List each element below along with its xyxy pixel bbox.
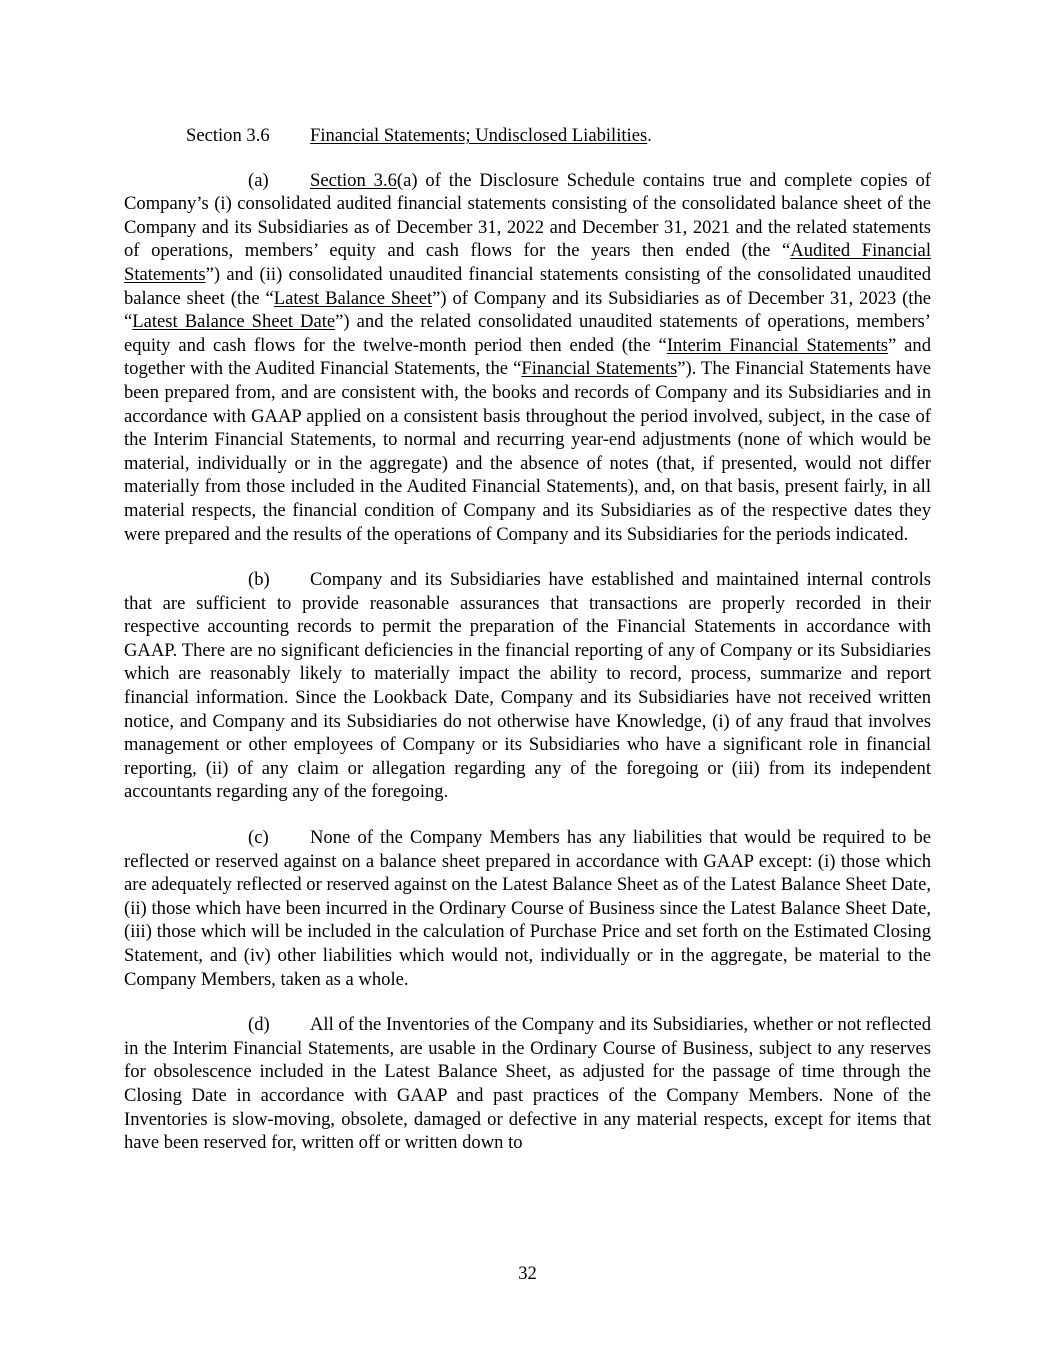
section-title-period: . [647, 125, 652, 146]
section-heading [124, 124, 931, 148]
document-body [124, 124, 931, 1155]
paragraph-d [124, 1013, 931, 1155]
paragraph-b-label: (b) [248, 569, 270, 591]
defined-term-interim-financial-statements: Interim Financial Statements [666, 334, 889, 356]
page-number: 32 [518, 1263, 537, 1284]
section-reference: Section 3.6 [310, 169, 397, 191]
paragraph-a-text-6: ”). The Financial Statements have been prepared from, and are consistent with, the books and records of Company and its Subsidiaries and in accordance with GAAP applied on a consistent basis throughout the period involved, subject, in the case of the Interim Financial Statements, to normal and recurring year-end adjustments (none of which would be material, individually or in the aggregate) and the absence of notes (that, if presented, would not differ materially from those included in the Audited Financial Statements), and, on that basis, present fairly, in all material respects, the financial condition of Company and its Subsidiaries as of the respective dates they were prepared and the results of the operations of Company and its Subsidiaries for the periods indicated. [124, 358, 931, 545]
paragraph-c [124, 826, 931, 991]
section-title: Financial Statements; Undisclosed Liabilities [310, 125, 648, 146]
section-number: Section 3.6 [186, 125, 270, 146]
paragraph-d-label: (d) [248, 1014, 270, 1036]
paragraph-a-text-2: ”) and (ii) consolidated unaudited financial statements consisting of the consolidated unaudited balance sheet (the “ [124, 263, 931, 309]
paragraph-a-text-4: ”) and the related consolidated unaudited statements of operations, members’ equity and cash flows for the twelve-month period then ended (the “ [124, 311, 931, 356]
paragraph-b-text: Company and its Subsidiaries have established and maintained internal controls that are sufficient to provide reasonable assurances that transactions are properly recorded in their respective accounting records to permit the preparation of the Financial Statements in accordance with GAAP. There are no significant deficiencies in the financial reporting of any of Company or its Subsidiaries which are reasonably likely to materially impact the ability to record, process, summarize and report financial information. Since the Lookback Date, Company and its Subsidiaries have not received written notice, and Company and its Subsidiaries do not otherwise have Knowledge, (i) of any fraud that involves management or other employees of Company or its Subsidiaries who have a significant role in financial reporting, (ii) of any claim or allegation regarding any of the foregoing or (iii) from its independent accountants regarding any of the foregoing. [124, 569, 931, 803]
paragraph-b [124, 568, 931, 804]
paragraph-c-text: None of the Company Members has any liabilities that would be required to be reflected or reserved against on a balance sheet prepared in accordance with GAAP except: (i) those which are adequately reflected or reserved against on the Latest Balance Sheet as of the Latest Balance Sheet Date, (ii) those which have been incurred in the Ordinary Course of Business since the Latest Balance Sheet Date, (iii) those which will be included in the calculation of Purchase Price and set forth on the Estimated Closing Statement, and (iv) other liabilities which would not, individually or in the aggregate, be material to the Company Members, taken as a whole. [124, 827, 931, 990]
defined-term-latest-balance-sheet-date: Latest Balance Sheet Date [132, 311, 336, 333]
paragraph-a-text-3: ”) of Company and its Subsidiaries as of December 31, 2023 (the “ [124, 287, 932, 333]
paragraph-a-text-5: ” and together with the Audited Financial Statements, the “ [124, 334, 932, 380]
defined-term-latest-balance-sheet: Latest Balance Sheet [273, 287, 433, 309]
paragraph-a-label: (a) [248, 169, 269, 191]
paragraph-a-text-1: (a) of the Disclosure Schedule contains true and complete copies of Company’s (i) consolidated audited financial statements consisting of the consolidated balance sheet of the Company and its Subsidiaries as of December 31, 2022 and December 31, 2021 and the related statements of operations, members’ equity and cash flows for the years then ended (the “ [124, 169, 931, 262]
paragraph-d-text: All of the Inventories of the Company and its Subsidiaries, whether or not reflected in the Interim Financial Statements, are usable in the Ordinary Course of Business, subject to any reserves for obsolescence included in the Latest Balance Sheet, as adjusted for the passage of time through the Closing Date in accordance with GAAP and past practices of the Company Members. None of the Inventories is slow-moving, obsolete, damaged or defective in any material respects, except for items that have been reserved for, written off or written down to [124, 1014, 931, 1154]
defined-term-audited-financial-statements: Audited Financial Statements [124, 240, 931, 285]
paragraph-c-label: (c) [248, 827, 269, 849]
defined-term-financial-statements: Financial Statements [521, 358, 678, 380]
paragraph-a [124, 169, 931, 547]
